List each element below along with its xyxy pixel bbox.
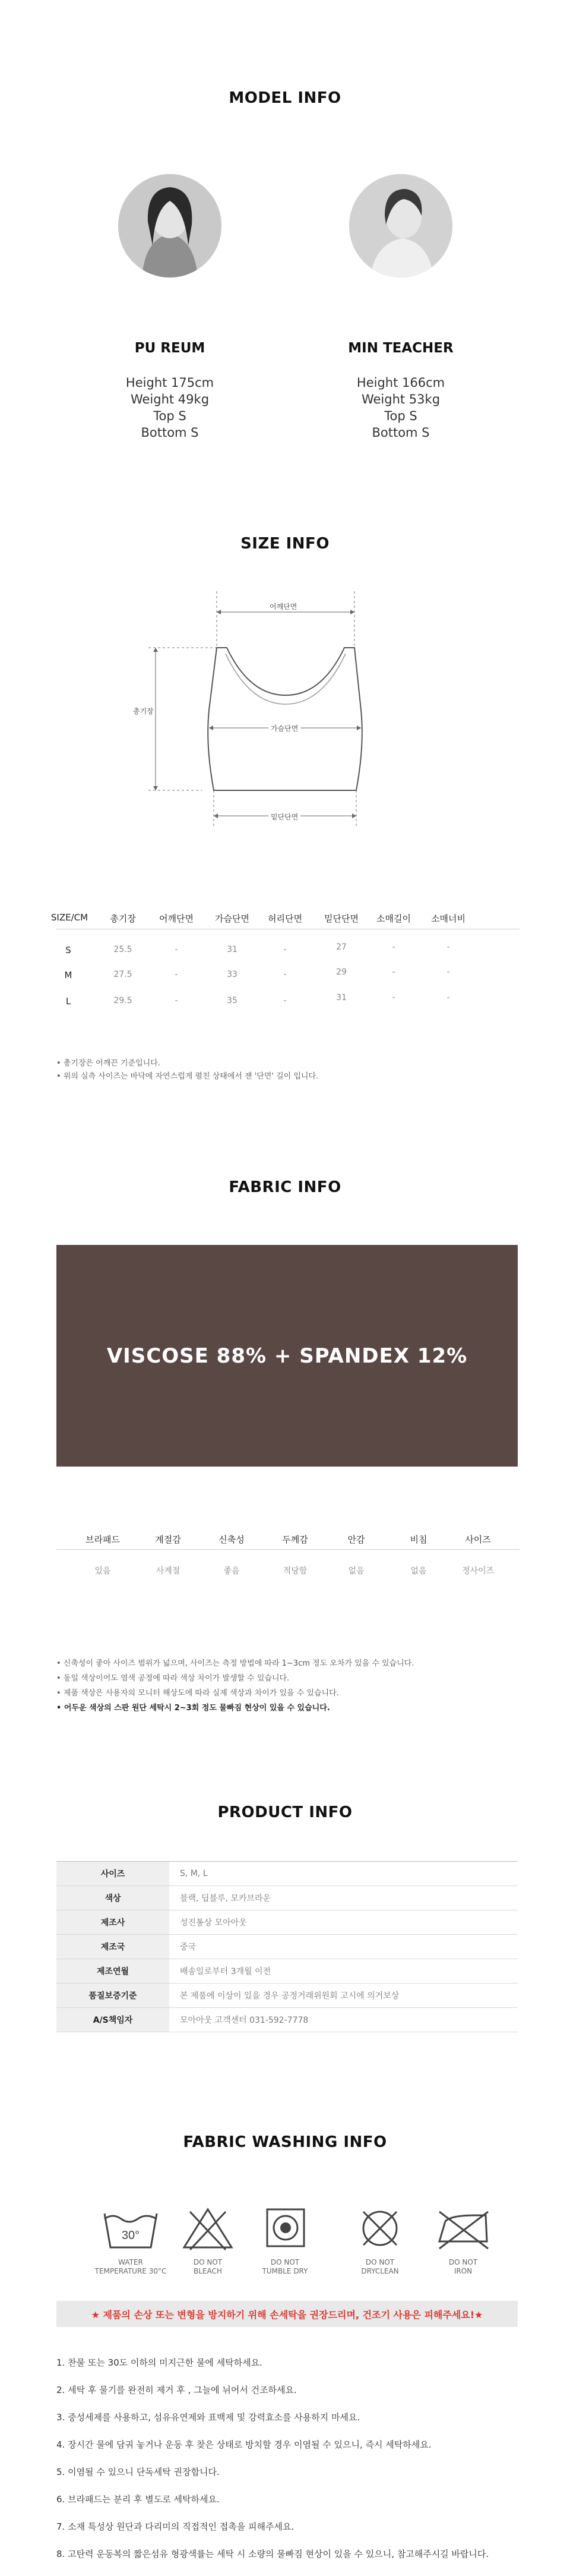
size-diagram xyxy=(131,591,380,829)
size-cell: 31 xyxy=(227,945,238,954)
product-row-value: 중국 xyxy=(180,1943,197,1952)
size-cell: 29.5 xyxy=(113,996,132,1005)
size-cell: - xyxy=(446,993,450,1002)
no-bleach-icon xyxy=(166,2205,249,2255)
size-cell: 25.5 xyxy=(113,945,132,954)
size-header-3: 가슴단면 xyxy=(215,913,249,924)
size-row-l: L xyxy=(65,996,71,1007)
model-weight-2: Weight 53kg xyxy=(361,392,441,406)
size-note-2: • 위의 실측 사이즈는 바닥에 자연스럽게 펼친 상태에서 잰 '단면' 길이 입니다. xyxy=(56,1072,319,1081)
size-info-title: SIZE INFO xyxy=(240,535,330,553)
size-cell: - xyxy=(283,996,287,1005)
product-row-label: 제조국 xyxy=(56,1935,169,1959)
wash-instruction: 3. 중성세제를 사용하고, 섬유유연제와 표백제 및 강력효소를 사용하지 마세요. xyxy=(56,2412,360,2423)
model-top-1: Top S xyxy=(153,409,186,423)
product-row xyxy=(56,1910,518,1935)
diagram-label-length: 총기장 xyxy=(133,705,154,717)
diagram-label-hem: 밑단단면 xyxy=(268,812,300,822)
size-header-0: SIZE/CM xyxy=(50,912,88,923)
size-cell: - xyxy=(392,967,395,977)
model-top-2: Top S xyxy=(384,409,417,423)
fabric-note-4: • 어두운 색상의 스판 원단 세탁시 2~3회 정도 물빠짐 현상이 있을 수 있습니다. xyxy=(56,1704,330,1713)
size-cell: 27 xyxy=(336,942,347,952)
fabric-value: 정사이즈 xyxy=(461,1566,495,1576)
model-height-1: Height 175cm xyxy=(125,376,214,390)
no-tumble-dry-icon xyxy=(243,2205,327,2255)
product-row-label: A/S책임자 xyxy=(56,2008,169,2032)
washing-info-title: FABRIC WASHING INFO xyxy=(183,2133,387,2151)
no-iron-icon xyxy=(422,2205,505,2255)
product-row-value: 성진통상 모아아웃 xyxy=(180,1918,247,1928)
fabric-swatch xyxy=(56,1245,518,1467)
product-row-label: 색상 xyxy=(56,1886,169,1910)
product-row-value: S, M, L xyxy=(180,1869,208,1878)
size-row-m: M xyxy=(64,970,72,980)
size-cell: 35 xyxy=(227,996,238,1005)
washing-warning: ★ 제품의 손상 또는 변형을 방지하기 위해 손세탁을 권장드리며, 건조기 사용은 피해주세요!★ xyxy=(56,2301,518,2327)
wash-instruction: 7. 소재 특성상 원단과 다리미의 직접적인 접촉을 피해주세요. xyxy=(56,2521,294,2532)
product-row-label: 제조사 xyxy=(56,1910,169,1934)
wash-instruction: 2. 세탁 후 물기를 완전히 제거 후 , 그늘에 뉘어서 건조하세요. xyxy=(56,2385,297,2395)
size-cell: - xyxy=(175,970,178,979)
product-row xyxy=(56,2008,518,2032)
wash-30-icon xyxy=(89,2205,172,2255)
size-header-6: 소매길이 xyxy=(376,913,411,924)
model-name-1: PU REUM xyxy=(134,340,205,356)
wash-instruction: 4. 장시간 물에 담궈 놓거나 운동 후 찾은 상태로 방치할 경우 이염될 수 있으니, 즉시 세탁하세요. xyxy=(56,2439,432,2450)
size-note-1: • 총기장은 어깨끈 기준입니다. xyxy=(56,1059,160,1068)
size-cell: - xyxy=(175,996,178,1005)
model-bottom-1: Bottom S xyxy=(141,425,199,440)
model-info-title: MODEL INFO xyxy=(229,89,341,107)
product-row xyxy=(56,1886,518,1910)
size-row-s: S xyxy=(65,945,71,956)
size-cell: 29 xyxy=(336,967,347,977)
svg-text:30°: 30° xyxy=(121,2229,140,2242)
product-info-title: PRODUCT INFO xyxy=(217,1803,353,1821)
size-cell: - xyxy=(446,967,450,977)
product-row xyxy=(56,1959,518,1984)
product-row-value: 블랙, 딥블루, 모카브라운 xyxy=(180,1894,271,1903)
fabric-composition: VISCOSE 88% + SPANDEX 12% xyxy=(106,1344,468,1368)
fabric-header: 두께감 xyxy=(282,1534,308,1545)
fabric-value: 사계절 xyxy=(156,1566,180,1576)
product-row-value: 배송일로부터 3개월 이전 xyxy=(180,1967,271,1976)
fabric-note-1: • 신축성이 좋아 사이즈 범위가 넓으며, 사이즈는 측정 방법에 따라 1~3cm 정도 오차가 있을 수 있습니다. xyxy=(56,1659,414,1668)
wash-label-5: DO NOT IRON xyxy=(448,2258,478,2275)
model-height-2: Height 166cm xyxy=(356,376,445,390)
model-bottom-2: Bottom S xyxy=(372,425,430,440)
fabric-header: 비침 xyxy=(410,1534,428,1545)
fabric-table-divider xyxy=(56,1549,520,1550)
fabric-header: 브라패드 xyxy=(86,1534,120,1545)
fabric-header: 사이즈 xyxy=(465,1534,491,1545)
size-cell: 27.5 xyxy=(113,970,132,979)
size-cell: - xyxy=(283,945,287,954)
wash-label-4: DO NOT DRYCLEAN xyxy=(361,2258,399,2275)
model-photo-pureum xyxy=(118,174,221,278)
fabric-value: 있음 xyxy=(94,1566,111,1576)
wash-label-2: DO NOT BLEACH xyxy=(193,2258,223,2275)
fabric-note-2: • 동일 색상이어도 염색 공정에 따라 색상 차이가 발생할 수 있습니다. xyxy=(56,1674,290,1683)
product-row-label: 품질보증기준 xyxy=(56,1984,169,2007)
product-row-value: 본 제품에 이상이 있을 경우 공정거래위원회 고시에 의거보상 xyxy=(180,1991,400,2001)
fabric-value: 적당함 xyxy=(283,1566,308,1576)
size-cell: - xyxy=(392,942,395,952)
size-header-7: 소매너비 xyxy=(431,913,466,924)
wash-instruction: 1. 찬물 또는 30도 이하의 미지근한 물에 세탁하세요. xyxy=(56,2357,262,2368)
diagram-label-chest: 가슴단면 xyxy=(268,723,300,733)
fabric-value: 없음 xyxy=(348,1566,365,1576)
fabric-note-3: • 제품 색상은 사용자의 모니터 해상도에 따라 실제 색상과 차이가 있을 수 있습니다. xyxy=(56,1689,339,1698)
wash-instruction: 8. 고탄력 운동복의 짧은섬유 형광색률는 세탁 시 소량의 물빠짐 현상이 있을 수 있으니, 참고해주시길 바랍니다. xyxy=(56,2549,489,2559)
fabric-header: 안감 xyxy=(347,1534,365,1545)
size-header-1: 총기장 xyxy=(110,913,136,924)
product-row xyxy=(56,1935,518,1959)
product-row-value: 모아아웃 고객센터 031-592-7778 xyxy=(180,2016,309,2025)
wash-instruction: 5. 이염될 수 있으니 단독세탁 권장합니다. xyxy=(56,2467,220,2477)
product-row-label: 사이즈 xyxy=(56,1862,169,1886)
fabric-value: 없음 xyxy=(410,1566,427,1576)
size-cell: - xyxy=(446,942,450,952)
size-cell: - xyxy=(283,970,287,979)
no-dryclean-icon xyxy=(338,2205,422,2255)
size-cell: - xyxy=(392,993,395,1002)
wash-label-1: WATER TEMPERATURE 30°C xyxy=(94,2258,167,2275)
size-cell: - xyxy=(175,945,178,954)
size-header-5: 밑단단면 xyxy=(324,913,359,924)
fabric-info-title: FABRIC INFO xyxy=(229,1178,341,1196)
fabric-header: 계절감 xyxy=(155,1534,181,1545)
size-cell: 31 xyxy=(336,993,347,1002)
fabric-header: 신축성 xyxy=(218,1534,245,1545)
fabric-value: 좋음 xyxy=(223,1566,240,1576)
product-row xyxy=(56,1984,518,2008)
wash-instruction: 6. 브라패드는 분리 후 별도로 세탁하세요. xyxy=(56,2494,220,2505)
wash-label-3: DO NOT TUMBLE DRY xyxy=(262,2258,308,2275)
size-header-4: 허리단면 xyxy=(268,913,302,924)
model-name-2: MIN TEACHER xyxy=(348,340,454,356)
product-row xyxy=(56,1862,518,1886)
diagram-label-shoulder: 어깨단면 xyxy=(267,601,299,611)
size-cell: 33 xyxy=(227,970,238,979)
size-header-2: 어깨단면 xyxy=(159,913,194,924)
model-photo-min-teacher xyxy=(349,174,452,278)
product-row-label: 제조연월 xyxy=(56,1959,169,1983)
model-weight-1: Weight 49kg xyxy=(130,392,210,406)
